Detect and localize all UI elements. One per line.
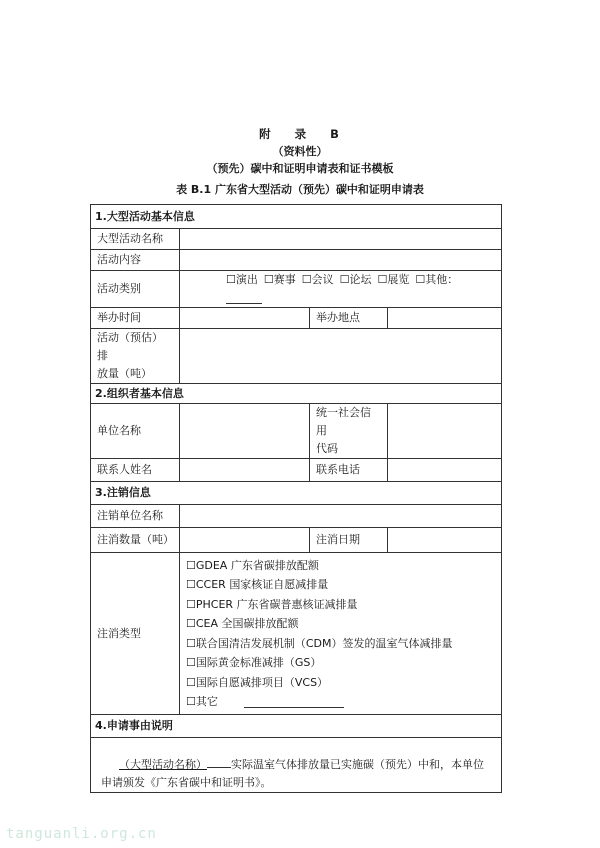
hold-time-field[interactable]	[180, 308, 310, 329]
cancel-type-option[interactable]: ☐CCER 国家核证自愿减排量	[186, 578, 329, 591]
cancel-type-option[interactable]: ☐GDEA 广东省碳排放配额	[186, 558, 319, 572]
other-type-blank-line[interactable]	[244, 696, 344, 708]
cancel-type-option[interactable]: ☐国际黄金标准减排（GS）	[186, 656, 322, 669]
application-statement[interactable]	[91, 738, 502, 793]
organizer-unit-label: 单位名称	[91, 404, 180, 459]
statement-line-1: 实际温室气体排放量已实施碳（预先）中和，本单位	[231, 758, 484, 771]
contact-name-field[interactable]	[180, 459, 310, 482]
activity-category-options	[180, 271, 502, 308]
category-option-competition[interactable]: ☐赛事	[263, 273, 296, 286]
site-watermark: tanguanli.org.cn	[6, 826, 157, 842]
cancel-type-option[interactable]: ☐国际自愿减排项目（VCS）	[186, 675, 329, 689]
section-2-heading: 2.组织者基本信息	[91, 384, 502, 404]
activity-content-field[interactable]	[180, 250, 502, 271]
contact-name-label: 联系人姓名	[91, 459, 180, 482]
activity-name-label: 大型活动名称	[91, 229, 180, 250]
cancel-type-option[interactable]: ☐PHCER 广东省碳普惠核证减排量	[186, 597, 358, 611]
category-option-forum[interactable]: ☐论坛	[339, 273, 372, 286]
organizer-unit-field[interactable]	[180, 404, 310, 459]
section-1-heading: 1.大型活动基本信息	[91, 205, 502, 229]
document-title: （预先）碳中和证明申请表和证书模板	[206, 162, 394, 175]
cancel-type-options	[180, 553, 502, 715]
activity-content-label: 活动内容	[91, 250, 180, 271]
cancel-date-field[interactable]	[388, 528, 502, 553]
cancel-unit-label: 注销单位名称	[91, 505, 180, 528]
hold-place-label: 举办地点	[310, 308, 388, 329]
cancel-quantity-field[interactable]	[180, 528, 310, 553]
cancel-type-option[interactable]: ☐联合国清洁发展机制（CDM）签发的温室气体减排量	[186, 636, 453, 650]
activity-category-label: 活动类别	[91, 271, 180, 308]
other-blank-line[interactable]	[226, 292, 262, 304]
category-option-conference[interactable]: ☐会议	[301, 273, 334, 286]
cancel-quantity-label: 注消数量（吨）	[91, 528, 180, 553]
credit-code-field[interactable]	[388, 404, 502, 459]
contact-phone-label: 联系电话	[310, 459, 388, 482]
section-3-heading: 3.注销信息	[91, 482, 502, 505]
category-option-exhibition[interactable]: ☐展览	[377, 273, 410, 286]
statement-line-2: 申请颁发《广东省碳中和证明书》。	[101, 776, 272, 789]
appendix-heading: 附 录 B	[259, 127, 341, 141]
hold-place-field[interactable]	[388, 308, 502, 329]
table-caption: 表 B.1 广东省大型活动（预先）碳中和证明申请表	[176, 183, 424, 196]
credit-code-label: 统一社会信用 代码	[310, 404, 388, 459]
activity-name-field[interactable]	[180, 229, 502, 250]
application-form-table	[90, 204, 502, 793]
cancel-unit-field[interactable]	[180, 505, 502, 528]
hold-time-label: 举办时间	[91, 308, 180, 329]
section-4-heading: 4.申请事由说明	[91, 715, 502, 738]
cancel-type-option[interactable]: ☐CEA 全国碳排放配额	[186, 617, 299, 630]
cancel-type-option-other[interactable]: ☐其它	[186, 692, 495, 712]
estimated-emission-label: 活动（预估）排 放量（吨）	[91, 329, 180, 384]
category-option-performance[interactable]: ☐演出	[226, 273, 258, 286]
appendix-nature: （资料性）	[272, 145, 328, 158]
activity-name-placeholder: （大型活动名称）	[119, 758, 207, 771]
contact-phone-field[interactable]	[388, 459, 502, 482]
category-option-other[interactable]: ☐其他：	[415, 273, 459, 286]
cancel-date-label: 注消日期	[310, 528, 388, 553]
estimated-emission-field[interactable]	[180, 329, 502, 384]
cancel-type-label: 注消类型	[91, 553, 180, 715]
